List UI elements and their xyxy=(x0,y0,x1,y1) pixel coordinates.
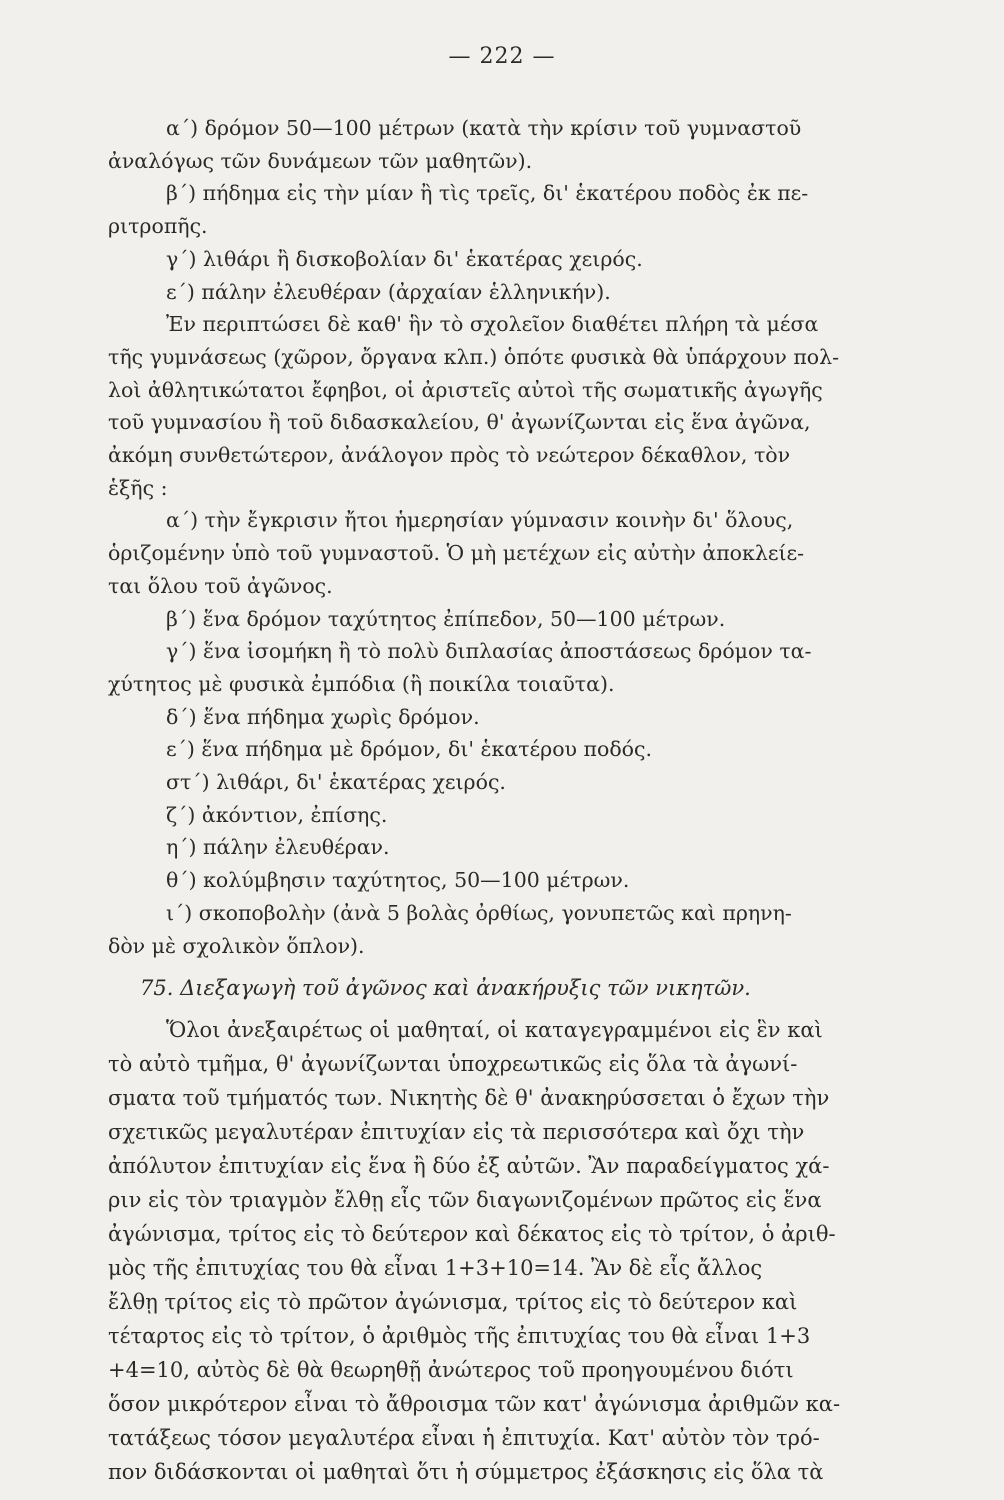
text-line: χύτητος μὲ φυσικὰ ἐμπόδια (ἢ ποικίλα τοιαῦτα). xyxy=(108,671,615,696)
text-line: τῆς γυμνάσεως (χῶρον, ὄργανα κλπ.) ὁπότε φυσικὰ θὰ ὑπάρχουν πολ- xyxy=(108,344,840,369)
text-line: θ΄) κολύμβησιν ταχύτητος, 50—100 μέτρων. xyxy=(166,868,630,893)
text-line: ριτροπῆς. xyxy=(108,214,208,239)
text-line: γ΄) ἕνα ἰσομήκη ἢ τὸ πολὺ διπλασίας ἀποστάσεως δρόμον τα- xyxy=(166,639,812,664)
text-line: ε΄) πάλην ἐλευθέραν (ἀρχαίαν ἑλληνικήν). xyxy=(166,279,611,304)
text-line: τὸ αὐτὸ τμῆμα, θ' ἀγωνίζωνται ὑποχρεωτικῶς εἰς ὅλα τὰ ἀγωνί- xyxy=(108,1051,798,1076)
text-line: γ΄) λιθάρι ἢ δισκοβολίαν δι' ἑκατέρας χειρός. xyxy=(166,246,643,271)
text-line: ἔλθῃ τρίτος εἰς τὸ πρῶτον ἀγώνισμα, τρίτος εἰς τὸ δεύτερον καὶ xyxy=(108,1289,798,1314)
text-line: Ἐν περιπτώσει δὲ καθ' ἣν τὸ σχολεῖον διαθέτει πλήρη τὰ μέσα xyxy=(166,312,819,337)
text-line: ε΄) ἕνα πήδημα μὲ δρόμον, δι' ἑκατέρου ποδός. xyxy=(166,737,653,762)
text-line: α΄) τὴν ἔγκρισιν ἤτοι ἡμερησίαν γύμνασιν κοινὴν δι' ὅλους, xyxy=(166,508,794,533)
text-line: ἀναλόγως τῶν δυνάμεων τῶν μαθητῶν). xyxy=(108,148,533,173)
text-line: ριν εἰς τὸν τριαγμὸν ἔλθῃ εἷς τῶν διαγωνιζομένων πρῶτος εἰς ἕνα xyxy=(108,1187,822,1212)
text-line: τέταρτος εἰς τὸ τρίτον, ὁ ἀριθμὸς τῆς ἐπιτυχίας του θὰ εἶναι 1+3 xyxy=(108,1323,811,1348)
text-line: ἀγώνισμα, τρίτος εἰς τὸ δεύτερον καὶ δέκατος εἰς τὸ τρίτον, ὁ ἀριθ- xyxy=(108,1221,836,1246)
text-line: η΄) πάλην ἐλευθέραν. xyxy=(166,835,390,860)
text-line: ἑξῆς : xyxy=(108,475,168,500)
text-line: στ΄) λιθάρι, δι' ἑκατέρας χειρός. xyxy=(166,770,506,795)
text-line: ὅσον μικρότερον εἶναι τὸ ἄθροισμα τῶν κατ' ἀγώνισμα ἀριθμῶν κα- xyxy=(108,1391,841,1416)
text-line: δ΄) ἕνα πήδημα χωρὶς δρόμον. xyxy=(166,704,480,729)
text-line: ται ὅλου τοῦ ἀγῶνος. xyxy=(108,573,333,598)
text-line: μὸς τῆς ἐπιτυχίας του θὰ εἶναι 1+3+10=14. Ἂν δὲ εἷς ἄλλος xyxy=(108,1255,763,1280)
text-line: β΄) πήδημα εἰς τὴν μίαν ἢ τὶς τρεῖς, δι' ἑκατέρου ποδὸς ἐκ πε- xyxy=(166,181,809,206)
text-line: ἀκόμη συνθετώτερον, ἀνάλογον πρὸς τὸ νεώτερον δέκαθλον, τὸν xyxy=(108,443,791,468)
text-line: λοὶ ἀθλητικώτατοι ἔφηβοι, οἱ ἀριστεῖς αὐτοὶ τῆς σωματικῆς ἀγωγῆς xyxy=(108,377,823,402)
text-line: σχετικῶς μεγαλυτέραν ἐπιτυχίαν εἰς τὰ περισσότερα καὶ ὄχι τὴν xyxy=(108,1119,805,1144)
section-heading: 75. Διεξαγωγὴ τοῦ ἀγῶνος καὶ ἀνακήρυξις τῶν νικητῶν. xyxy=(140,976,751,1001)
text-line: ζ΄) ἀκόντιον, ἐπίσης. xyxy=(166,802,388,827)
text-line: ἀπόλυτον ἐπιτυχίαν εἰς ἕνα ἢ δύο ἐξ αὐτῶν. Ἂν παραδείγματος χά- xyxy=(108,1153,830,1178)
text-line: α΄) δρόμον 50—100 μέτρων (κατὰ τὴν κρίσιν τοῦ γυμναστοῦ xyxy=(166,116,802,140)
text-body xyxy=(108,112,908,1489)
text-line: σματα τοῦ τμήματός των. Νικητὴς δὲ θ' ἀνακηρύσσεται ὁ ἔχων τὴν xyxy=(108,1085,830,1110)
text-line: πον διδάσκονται οἱ μαθηταὶ ὅτι ἡ σύμμετρος ἐξάσκησις εἰς ὅλα τὰ xyxy=(108,1459,824,1484)
text-line: ὁριζομένην ὑπὸ τοῦ γυμναστοῦ. Ὁ μὴ μετέχων εἰς αὐτὴν ἀποκλείε- xyxy=(108,541,805,566)
text-line: δὸν μὲ σχολικὸν ὅπλον). xyxy=(108,933,365,958)
text-line: β΄) ἕνα δρόμον ταχύτητος ἐπίπεδον, 50—100 μέτρων. xyxy=(166,606,726,631)
text-line: τοῦ γυμνασίου ἢ τοῦ διδασκαλείου, θ' ἀγωνίζωνται εἰς ἕνα ἀγῶνα, xyxy=(108,410,811,435)
page-number: — 222 — xyxy=(448,44,556,69)
text-line: ι΄) σκοποβολὴν (ἀνὰ 5 βολὰς ὀρθίως, γονυπετῶς καὶ πρηνη- xyxy=(166,900,792,925)
text-line: +4=10, αὐτὸς δὲ θὰ θεωρηθῇ ἀνώτερος τοῦ προηγουμένου διότι xyxy=(108,1357,794,1382)
text-line: Ὅλοι ἀνεξαιρέτως οἱ μαθηταί, οἱ καταγεγραμμένοι εἰς ἓν καὶ xyxy=(166,1017,823,1042)
section-body xyxy=(108,1013,908,1489)
text-line: τατάξεως τόσον μεγαλυτέρα εἶναι ἡ ἐπιτυχία. Κατ' αὐτὸν τὸν τρό- xyxy=(108,1425,820,1450)
